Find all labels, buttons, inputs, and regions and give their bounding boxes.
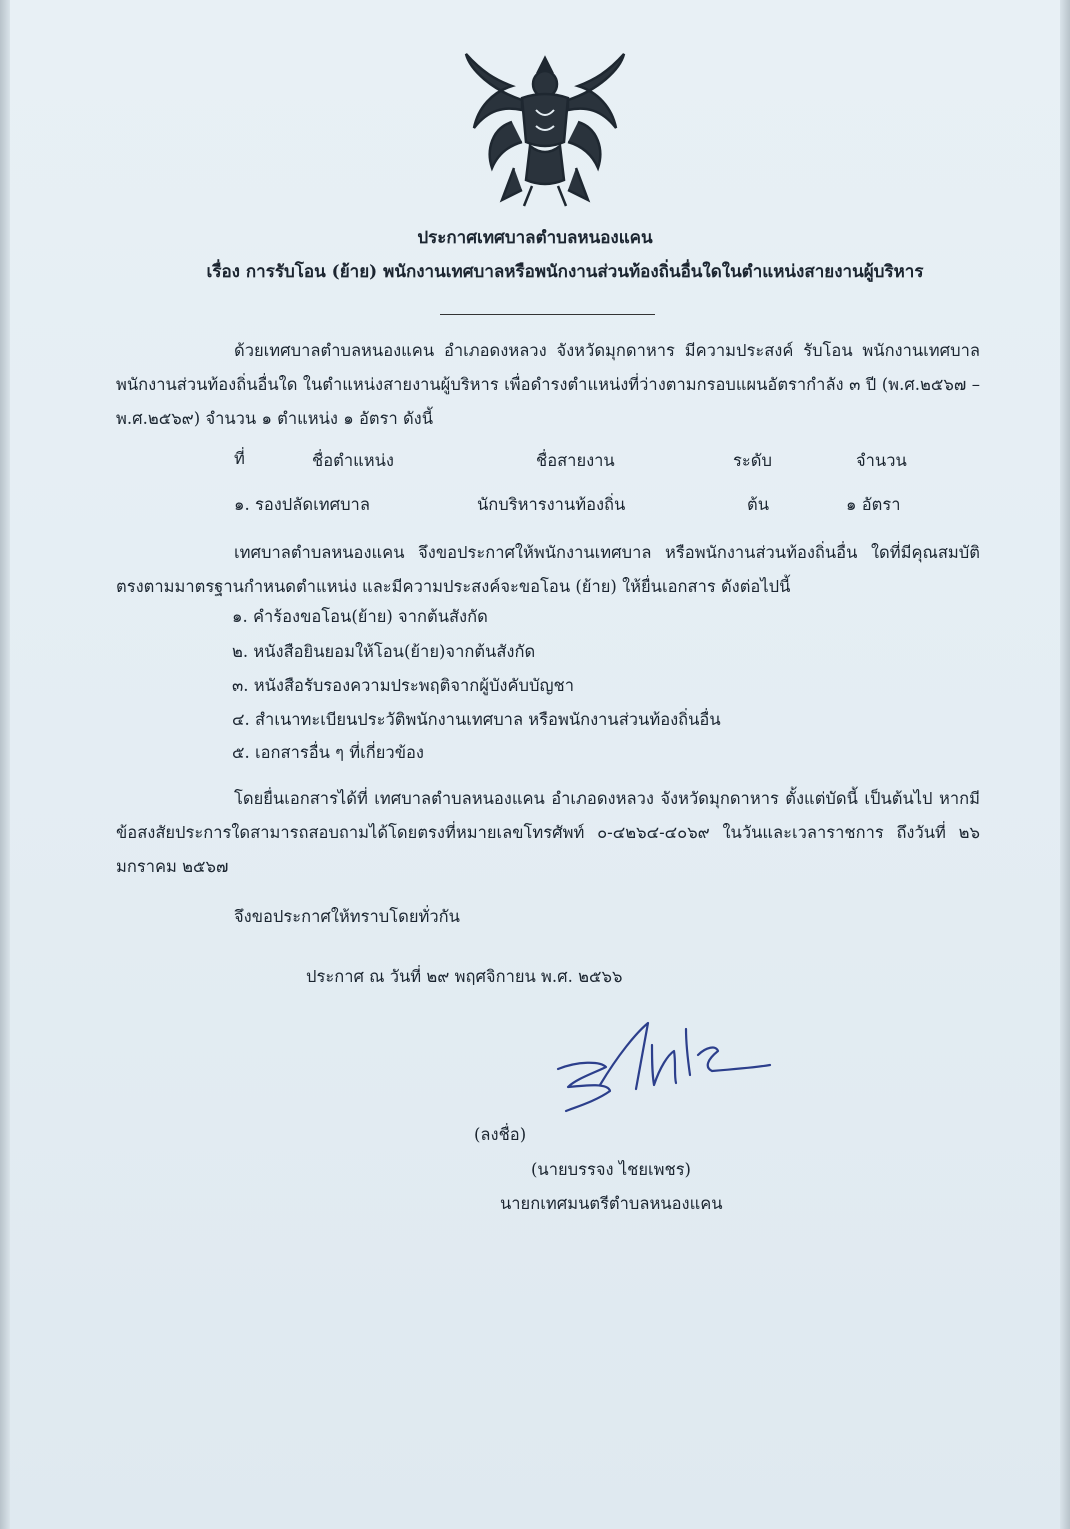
list-item: ๑. คำร้องขอโอน(ย้าย) จากต้นสังกัด <box>232 607 488 626</box>
list-item: ๕. เอกสารอื่น ๆ ที่เกี่ยวข้อง <box>232 743 424 762</box>
requirements-text: เทศบาลตำบลหนองแคน จึงขอประกาศให้พนักงานเทศบาล หรือพนักงานส่วนท้องถิ่นอื่น ใดที่มีคุณสมบัติตรงตามมาตรฐานกำหนดตำแหน่ง และมีความประสงค์จะขอโอน (ย้าย) ให้ยื่นเอกสาร ดังต่อไปนี้ <box>116 543 980 596</box>
intro-text: ด้วยเทศบาลตำบลหนองแคน อำเภอดงหลวง จังหวัดมุกดาหาร มีความประสงค์ รับโอน พนักงานเทศบาล พนักงานส่วนท้องถิ่นอื่นใด ในตำแหน่งสายงานผู้บริหาร เพื่อดำรงตำแหน่งที่ว่างตามกรอบแผนอัตรากำลัง ๓ ปี (พ.ศ.๒๕๖๗ – พ.ศ.๒๕๖๙) จำนวน ๑ ตำแหน่ง ๑ อัตรา ดังนี้ <box>116 341 980 428</box>
table-header-line: ชื่อสายงาน <box>536 451 615 470</box>
table-header-level: ระดับ <box>733 451 772 470</box>
submission-text: โดยยื่นเอกสารได้ที่ เทศบาลตำบลหนองแคน อำเภอดงหลวง จังหวัดมุกดาหาร ตั้งแต่บัดนี้ เป็นต้นไป หากมีข้อสงสัยประการใดสามารถสอบถามได้โดยตรงที่หมายเลขโทรศัพท์ ๐-๔๒๖๔-๔๐๖๙ ในวันและเวลาราชการ ถึงวันที่ ๒๖ มกราคม ๒๕๖๗ <box>116 789 980 876</box>
announcement-title: ประกาศเทศบาลตำบลหนองแคน <box>417 228 653 248</box>
handwritten-signature <box>548 1015 773 1120</box>
signer-position: นายกเทศมนตรีตำบลหนองแคน <box>500 1194 723 1213</box>
list-item: ๔. สำเนาทะเบียนประวัติพนักงานเทศบาล หรือพนักงานส่วนท้องถิ่นอื่น <box>232 710 721 729</box>
submission-paragraph <box>116 782 980 884</box>
table-header-position: ชื่อตำแหน่ง <box>312 451 394 470</box>
intro-paragraph <box>116 334 980 436</box>
table-cell-line: นักบริหารงานท้องถิ่น <box>477 495 626 514</box>
garuda-emblem-icon <box>452 50 638 210</box>
announcement-subject: เรื่อง การรับโอน (ย้าย) พนักงานเทศบาลหรือพนักงานส่วนท้องถิ่นอื่นใดในตำแหน่งสายงานผู้บริหาร <box>206 262 924 282</box>
table-cell-position: ๑. รองปลัดเทศบาล <box>234 495 370 514</box>
title-divider <box>440 314 655 315</box>
closing-statement: จึงขอประกาศให้ทราบโดยทั่วกัน <box>234 907 460 926</box>
announcement-date: ประกาศ ณ วันที่ ๒๙ พฤศจิกายน พ.ศ. ๒๕๖๖ <box>306 967 623 986</box>
list-item: ๒. หนังสือยินยอมให้โอน(ย้าย)จากต้นสังกัด <box>232 642 536 661</box>
table-cell-count: ๑ อัตรา <box>846 495 901 514</box>
signer-name: (นายบรรจง ไชยเพชร) <box>531 1160 691 1179</box>
table-cell-level: ต้น <box>747 495 769 514</box>
table-header-no: ที่ <box>234 449 245 468</box>
requirements-paragraph <box>116 536 980 604</box>
list-item: ๓. หนังสือรับรองความประพฤติจากผู้บังคับบัญชา <box>232 676 574 695</box>
table-header-count: จำนวน <box>856 451 907 470</box>
signed-label: (ลงชื่อ) <box>474 1125 527 1144</box>
